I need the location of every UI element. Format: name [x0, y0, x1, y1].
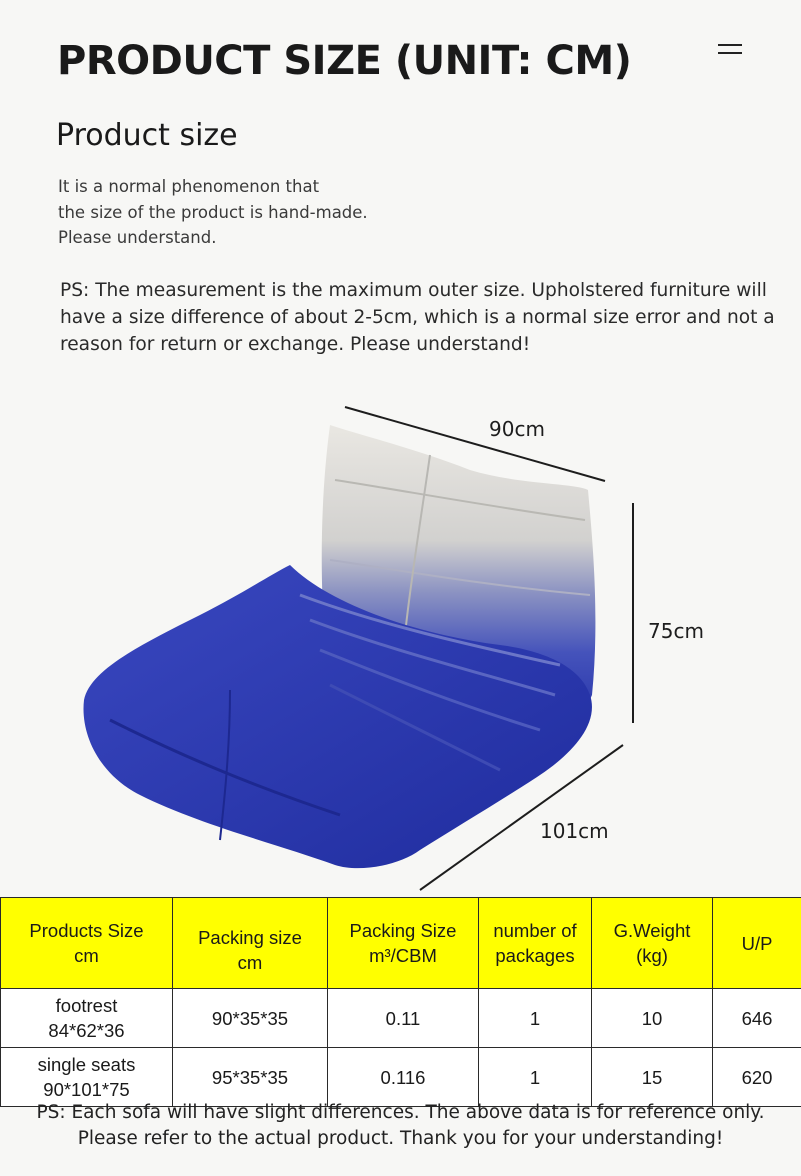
cell-product: single seats 90*101*75	[1, 1048, 173, 1107]
table-row	[1, 1048, 801, 1107]
cell-weight: 15	[592, 1048, 713, 1107]
table-header-row	[1, 898, 801, 989]
header-number-of-packages: number of packages	[479, 898, 592, 989]
disclaimer-line: reason for return or exchange. Please understand!	[60, 334, 531, 355]
depth-label: 101cm	[540, 819, 609, 843]
cell-cbm: 0.116	[328, 1048, 479, 1107]
header-packing-size: Packing size cm	[173, 898, 328, 989]
section-subtitle: Product size	[56, 118, 238, 153]
height-label: 75cm	[648, 619, 704, 643]
menu-bar-top	[718, 44, 742, 46]
cell-packages: 1	[479, 1048, 592, 1107]
header-packing-cbm: Packing Size m³/CBM	[328, 898, 479, 989]
cell-cbm: 0.11	[328, 989, 479, 1048]
note-line: Please understand.	[58, 228, 217, 247]
page-title: PRODUCT SIZE (UNIT: CM)	[57, 38, 632, 84]
disclaimer-line: have a size difference of about 2-5cm, which is a normal size error and not a	[60, 307, 775, 328]
handmade-note	[58, 174, 368, 251]
cell-weight: 10	[592, 989, 713, 1048]
header-unit-price: U/P	[713, 898, 801, 989]
note-line: the size of the product is hand-made.	[58, 202, 368, 222]
cell-unit-price: 646	[713, 989, 801, 1048]
measurement-disclaimer	[60, 277, 775, 358]
product-spec-table	[0, 897, 801, 1107]
cell-unit-price: 620	[713, 1048, 801, 1107]
hamburger-menu-icon[interactable]	[718, 42, 742, 56]
cell-packing-size: 90*35*35	[173, 989, 328, 1048]
cell-product: footrest 84*62*36	[1, 989, 173, 1048]
header-gross-weight: G.Weight (kg)	[592, 898, 713, 989]
cell-packing-size: 95*35*35	[173, 1048, 328, 1107]
width-label: 90cm	[489, 417, 545, 441]
header-products-size: Products Size cm	[1, 898, 173, 989]
sofa-illustration	[0, 395, 801, 900]
menu-bar-bottom	[718, 52, 742, 54]
table-row	[1, 989, 801, 1048]
footer-line: Please refer to the actual product. Thank you for your understanding!	[77, 1128, 724, 1149]
disclaimer-line: PS: The measurement is the maximum outer size. Upholstered furniture will	[60, 280, 767, 301]
footer-line: PS: Each sofa will have slight differences. The above data is for reference only.	[36, 1102, 765, 1123]
footer-disclaimer	[0, 1100, 801, 1152]
sofa-dimension-figure	[0, 395, 801, 900]
note-line: It is a normal phenomenon that	[58, 177, 320, 196]
cell-packages: 1	[479, 989, 592, 1048]
